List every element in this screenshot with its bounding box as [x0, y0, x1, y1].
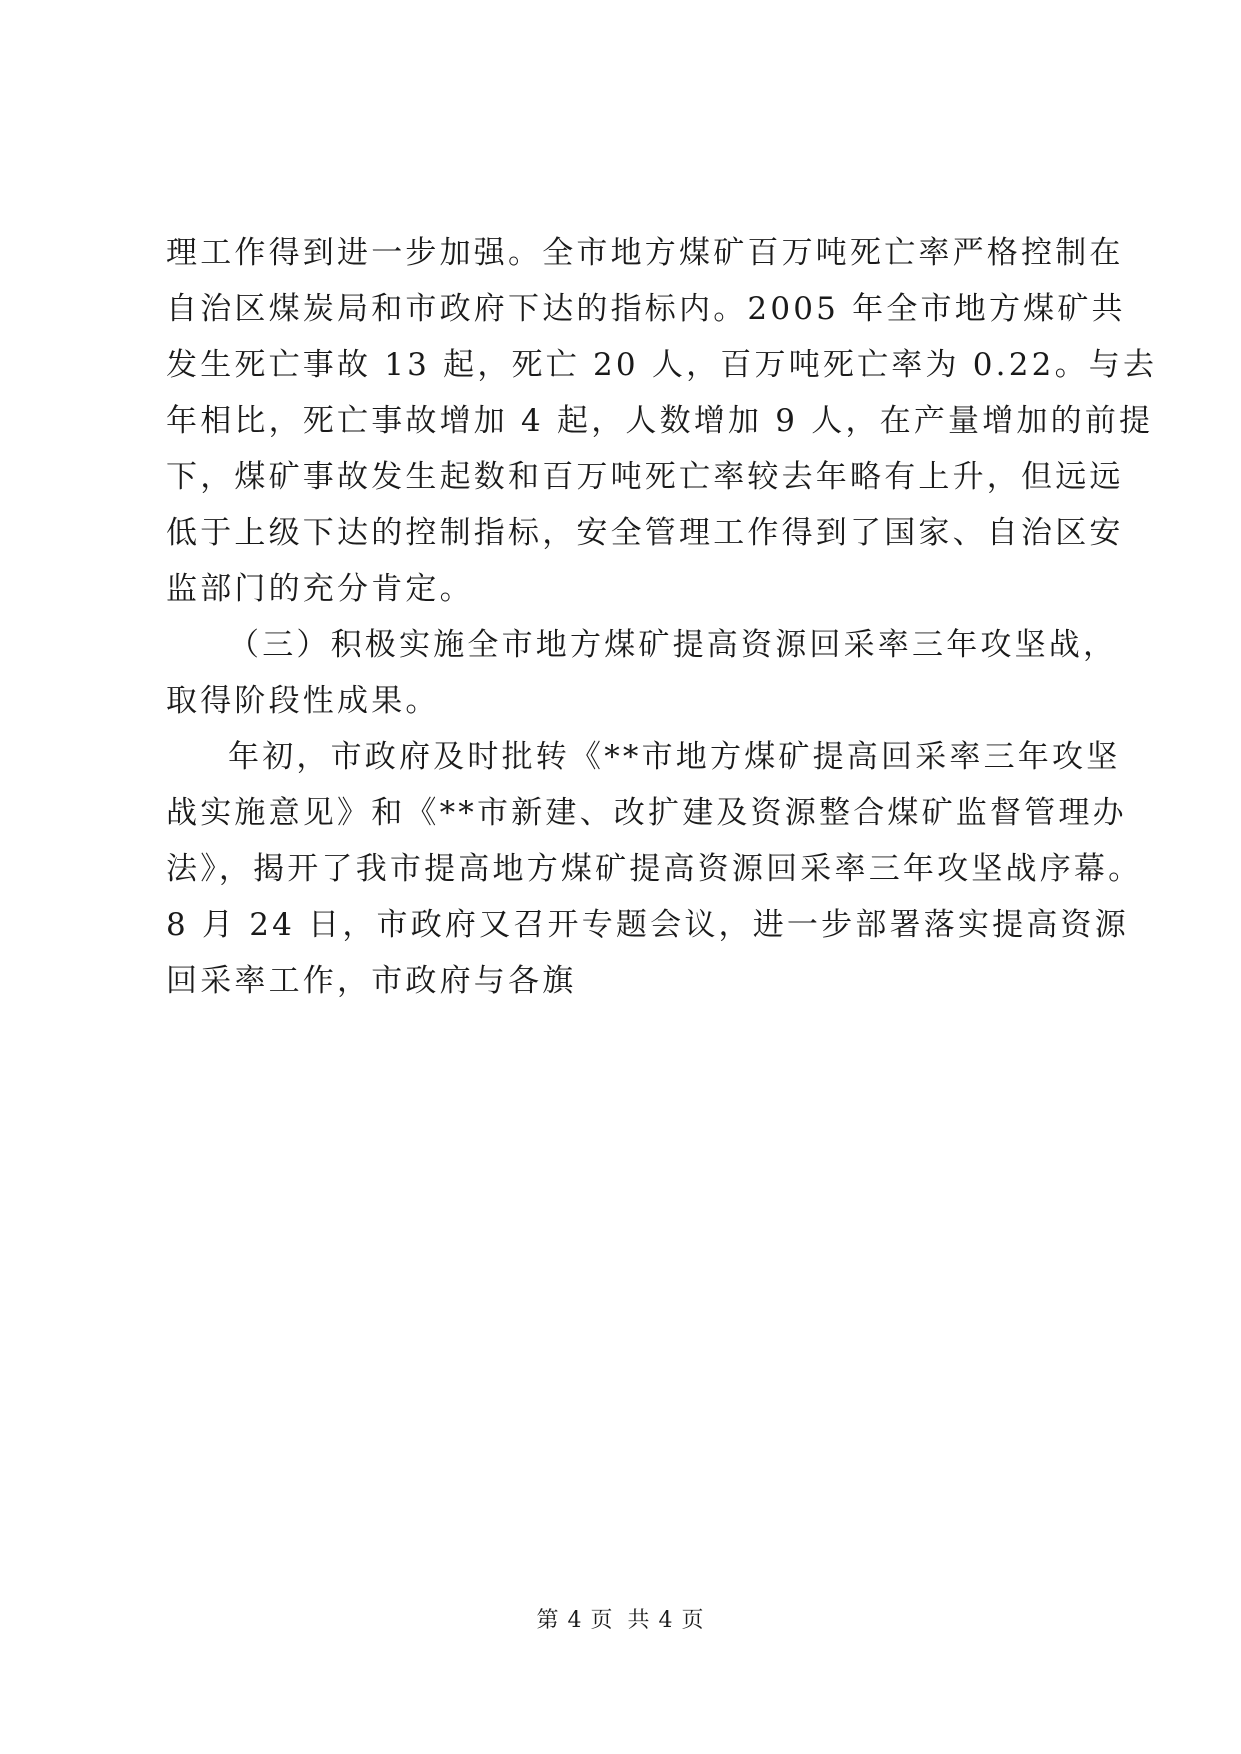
paragraph-line: 8 月 24 日，市政府又召开专题会议，进一步部署落实提高资源 — [166, 907, 1129, 943]
paragraph-line: 年初，市政府及时批转《**市地方煤矿提高回采率三年攻坚 — [228, 739, 1121, 775]
paragraph-line: 理工作得到进一步加强。全市地方煤矿百万吨死亡率严格控制在 — [166, 235, 1124, 271]
paragraph-line: 下，煤矿事故发生起数和百万吨死亡率较去年略有上升，但远远 — [166, 459, 1124, 495]
section-heading-line: （三）积极实施全市地方煤矿提高资源回采率三年攻坚战， — [228, 627, 1118, 663]
paragraph-line: 自治区煤炭局和市政府下达的指标内。2005 年全市地方煤矿共 — [166, 291, 1126, 327]
body-text — [166, 225, 1158, 1009]
page-number: 第 4 页 — [536, 1608, 614, 1633]
page-footer — [0, 1606, 1241, 1636]
paragraph-line: 回采率工作，市政府与各旗 — [166, 963, 577, 999]
paragraph-line: 年相比，死亡事故增加 4 起，人数增加 9 人，在产量增加的前提 — [166, 403, 1154, 439]
paragraph-line: 低于上级下达的控制指标，安全管理工作得到了国家、自治区安 — [166, 515, 1124, 551]
paragraph-line: 法》，揭开了我市提高地方煤矿提高资源回采率三年攻坚战序幕。 — [166, 851, 1143, 887]
page-total: 共 4 页 — [627, 1608, 705, 1633]
section-heading-line: 取得阶段性成果。 — [166, 683, 440, 719]
paragraph-line: 战实施意见》和《**市新建、改扩建及资源整合煤矿监督管理办 — [166, 795, 1127, 831]
paragraph-line: 监部门的充分肯定。 — [166, 571, 474, 607]
paragraph-line: 发生死亡事故 13 起，死亡 20 人，百万吨死亡率为 0.22。与去 — [166, 347, 1158, 383]
